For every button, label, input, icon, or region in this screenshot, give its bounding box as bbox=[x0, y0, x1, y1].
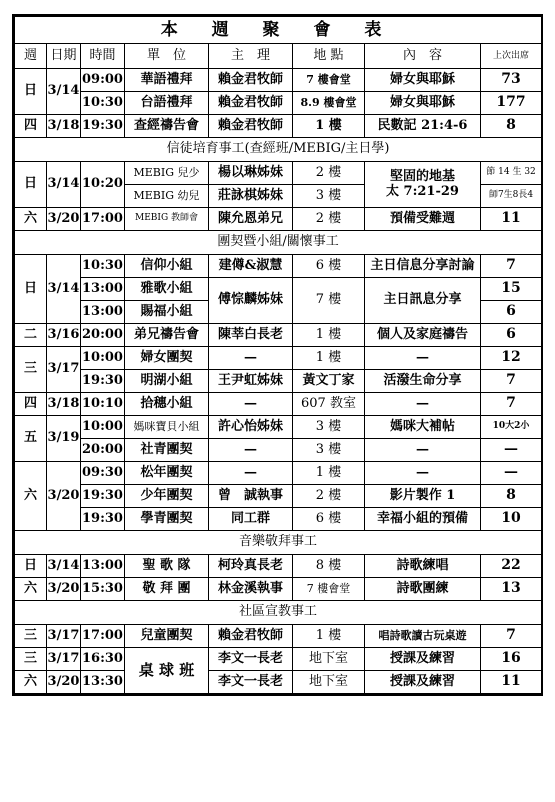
count-cell: 15 bbox=[481, 278, 542, 301]
content-line: 堅固的地基 bbox=[389, 169, 455, 185]
leader-cell: — bbox=[209, 347, 293, 370]
time-cell: 10:20 bbox=[81, 162, 125, 208]
count-cell: 10大2小 bbox=[481, 416, 542, 439]
leader-cell: 建僔&淑慧 bbox=[209, 255, 293, 278]
place-cell: 地下室 bbox=[293, 671, 365, 694]
header-content: 內 容 bbox=[365, 44, 481, 69]
content-cell: — bbox=[365, 347, 481, 370]
place-cell: 1 樓 bbox=[293, 347, 365, 370]
leader-cell: 王尹虹姊妹 bbox=[209, 370, 293, 393]
leader-cell: 賴金君牧師 bbox=[209, 92, 293, 115]
content-cell: 幸福小組的預備 bbox=[365, 508, 481, 531]
content-cell: 媽咪大補帖 bbox=[365, 416, 481, 439]
leader-cell: 楊以琳姊妹 bbox=[209, 162, 293, 185]
header-date: 日期 bbox=[47, 44, 81, 69]
time-cell: 10:30 bbox=[81, 92, 125, 115]
count-cell: 8 bbox=[481, 485, 542, 508]
unit-cell: 桌 球 班 bbox=[125, 648, 209, 694]
count-cell: 節 14 生 32 bbox=[481, 162, 542, 185]
header-leader: 主 理 bbox=[209, 44, 293, 69]
unit-cell: 台語禮拜 bbox=[125, 92, 209, 115]
place-cell: 1 樓 bbox=[293, 115, 365, 138]
content-cell: 主日信息分享討論 bbox=[365, 255, 481, 278]
day-cell: 四 bbox=[15, 115, 47, 138]
time-cell: 13:00 bbox=[81, 278, 125, 301]
time-cell: 19:30 bbox=[81, 485, 125, 508]
place-cell: 黃文丁家 bbox=[293, 370, 365, 393]
time-cell: 19:30 bbox=[81, 370, 125, 393]
day-cell: 日 bbox=[15, 555, 47, 578]
leader-cell: 曾 誠執事 bbox=[209, 485, 293, 508]
count-cell: 22 bbox=[481, 555, 542, 578]
day-cell: 日 bbox=[15, 69, 47, 115]
unit-cell: 婦女團契 bbox=[125, 347, 209, 370]
header-unit: 單 位 bbox=[125, 44, 209, 69]
unit-cell: 敬 拜 團 bbox=[125, 578, 209, 601]
day-cell: 五 bbox=[15, 416, 47, 462]
count-cell: 7 bbox=[481, 370, 542, 393]
time-cell: 19:30 bbox=[81, 508, 125, 531]
time-cell: 17:00 bbox=[81, 625, 125, 648]
content-cell: 活潑生命分享 bbox=[365, 370, 481, 393]
count-cell: 6 bbox=[481, 301, 542, 324]
count-cell: 177 bbox=[481, 92, 542, 115]
time-cell: 13:00 bbox=[81, 555, 125, 578]
place-cell: 8.9 樓會堂 bbox=[293, 92, 365, 115]
unit-cell: 查經禱告會 bbox=[125, 115, 209, 138]
place-cell: 3 樓 bbox=[293, 439, 365, 462]
place-cell: 8 樓 bbox=[293, 555, 365, 578]
content-cell: — bbox=[365, 439, 481, 462]
day-cell: 六 bbox=[15, 671, 47, 694]
leader-cell: 李文一長老 bbox=[209, 671, 293, 694]
day-cell: 二 bbox=[15, 324, 47, 347]
section-title-groups: 團契暨小組/關懷事工 bbox=[15, 231, 542, 255]
count-cell: 6 bbox=[481, 324, 542, 347]
place-cell: 6 樓 bbox=[293, 508, 365, 531]
date-cell: 3/14 bbox=[47, 255, 81, 324]
place-cell: 2 樓 bbox=[293, 485, 365, 508]
count-cell: 師7生8長4 bbox=[481, 185, 542, 208]
section-title-education: 信徒培育事工(查經班/MEBIG/主日學) bbox=[15, 138, 542, 162]
day-cell: 日 bbox=[15, 162, 47, 208]
time-cell: 10:10 bbox=[81, 393, 125, 416]
content-cell: 影片製作 1 bbox=[365, 485, 481, 508]
day-cell: 日 bbox=[15, 255, 47, 324]
leader-cell: 賴金君牧師 bbox=[209, 625, 293, 648]
time-cell: 20:00 bbox=[81, 324, 125, 347]
content-cell: 詩歌團練 bbox=[365, 578, 481, 601]
content-line: 太 7:21-29 bbox=[386, 183, 459, 199]
leader-cell: 陳允恩弟兄 bbox=[209, 208, 293, 231]
time-cell: 13:30 bbox=[81, 671, 125, 694]
unit-cell: 兒童團契 bbox=[125, 625, 209, 648]
count-cell: 11 bbox=[481, 208, 542, 231]
count-cell: 13 bbox=[481, 578, 542, 601]
day-cell: 六 bbox=[15, 578, 47, 601]
section-title-music: 音樂敬拜事工 bbox=[15, 531, 542, 555]
place-cell: 607 教室 bbox=[293, 393, 365, 416]
place-cell: 7 樓 bbox=[293, 278, 365, 324]
time-cell: 09:00 bbox=[81, 69, 125, 92]
unit-cell: 弟兄禱告會 bbox=[125, 324, 209, 347]
place-cell: 1 樓 bbox=[293, 462, 365, 485]
place-cell: 1 樓 bbox=[293, 625, 365, 648]
unit-cell: 社青團契 bbox=[125, 439, 209, 462]
content-cell: 婦女與耶穌 bbox=[365, 69, 481, 92]
content-cell bbox=[365, 162, 481, 208]
date-cell: 3/18 bbox=[47, 393, 81, 416]
count-cell: — bbox=[481, 462, 542, 485]
unit-cell: 聖 歌 隊 bbox=[125, 555, 209, 578]
section-title-outreach: 社區宣教事工 bbox=[15, 601, 542, 625]
time-cell: 09:30 bbox=[81, 462, 125, 485]
date-cell: 3/14 bbox=[47, 555, 81, 578]
place-cell: 7 樓會堂 bbox=[293, 69, 365, 92]
leader-cell: 許心怡姊妹 bbox=[209, 416, 293, 439]
content-cell: — bbox=[365, 393, 481, 416]
unit-cell: 學青團契 bbox=[125, 508, 209, 531]
time-cell: 13:00 bbox=[81, 301, 125, 324]
count-cell: 10 bbox=[481, 508, 542, 531]
time-cell: 17:00 bbox=[81, 208, 125, 231]
header-last-attendance: 上次出席 bbox=[481, 44, 542, 69]
count-cell: 7 bbox=[481, 625, 542, 648]
unit-cell: MEBIG 兒少 bbox=[125, 162, 209, 185]
date-cell: 3/20 bbox=[47, 462, 81, 531]
unit-cell: 松年團契 bbox=[125, 462, 209, 485]
leader-cell: 李文一長老 bbox=[209, 648, 293, 671]
place-cell: 1 樓 bbox=[293, 324, 365, 347]
count-cell: 16 bbox=[481, 648, 542, 671]
place-cell: 6 樓 bbox=[293, 255, 365, 278]
count-cell: 11 bbox=[481, 671, 542, 694]
count-cell: 12 bbox=[481, 347, 542, 370]
page-title: 本 週 聚 會 表 bbox=[15, 17, 542, 44]
date-cell: 3/17 bbox=[47, 347, 81, 393]
leader-cell: 傅悰麟姊妹 bbox=[209, 278, 293, 324]
leader-cell: 賴金君牧師 bbox=[209, 115, 293, 138]
content-cell: 預備受難週 bbox=[365, 208, 481, 231]
content-cell: — bbox=[365, 462, 481, 485]
leader-cell: — bbox=[209, 439, 293, 462]
time-cell: 10:00 bbox=[81, 416, 125, 439]
leader-cell: 柯玲真長老 bbox=[209, 555, 293, 578]
count-cell: 73 bbox=[481, 69, 542, 92]
date-cell: 3/20 bbox=[47, 578, 81, 601]
date-cell: 3/14 bbox=[47, 69, 81, 115]
count-cell: 7 bbox=[481, 393, 542, 416]
content-cell: 個人及家庭禱告 bbox=[365, 324, 481, 347]
time-cell: 20:00 bbox=[81, 439, 125, 462]
unit-cell: 拾穗小組 bbox=[125, 393, 209, 416]
leader-cell: 賴金君牧師 bbox=[209, 69, 293, 92]
count-cell: — bbox=[481, 439, 542, 462]
content-cell: 授課及練習 bbox=[365, 648, 481, 671]
date-cell: 3/20 bbox=[47, 671, 81, 694]
content-cell: 民數記 21:4-6 bbox=[365, 115, 481, 138]
content-cell: 主日訊息分享 bbox=[365, 278, 481, 324]
count-cell: 7 bbox=[481, 255, 542, 278]
header-time: 時間 bbox=[81, 44, 125, 69]
place-cell: 7 樓會堂 bbox=[293, 578, 365, 601]
time-cell: 10:00 bbox=[81, 347, 125, 370]
unit-cell: MEBIG 教師會 bbox=[125, 208, 209, 231]
unit-cell: MEBIG 幼兒 bbox=[125, 185, 209, 208]
day-cell: 三 bbox=[15, 648, 47, 671]
leader-cell: — bbox=[209, 462, 293, 485]
leader-cell: — bbox=[209, 393, 293, 416]
date-cell: 3/16 bbox=[47, 324, 81, 347]
place-cell: 3 樓 bbox=[293, 185, 365, 208]
unit-cell: 信仰小組 bbox=[125, 255, 209, 278]
place-cell: 2 樓 bbox=[293, 208, 365, 231]
unit-cell: 少年團契 bbox=[125, 485, 209, 508]
place-cell: 地下室 bbox=[293, 648, 365, 671]
time-cell: 15:30 bbox=[81, 578, 125, 601]
day-cell: 三 bbox=[15, 625, 47, 648]
date-cell: 3/17 bbox=[47, 648, 81, 671]
date-cell: 3/18 bbox=[47, 115, 81, 138]
header-week: 週 bbox=[15, 44, 47, 69]
place-cell: 3 樓 bbox=[293, 416, 365, 439]
date-cell: 3/17 bbox=[47, 625, 81, 648]
content-cell: 唱詩歌讀古玩桌遊 bbox=[365, 625, 481, 648]
header-place: 地 點 bbox=[293, 44, 365, 69]
date-cell: 3/19 bbox=[47, 416, 81, 462]
day-cell: 四 bbox=[15, 393, 47, 416]
unit-cell: 賜福小組 bbox=[125, 301, 209, 324]
day-cell: 三 bbox=[15, 347, 47, 393]
day-cell: 六 bbox=[15, 462, 47, 531]
content-cell: 婦女與耶穌 bbox=[365, 92, 481, 115]
leader-cell: 陳莘白長老 bbox=[209, 324, 293, 347]
unit-cell: 華語禮拜 bbox=[125, 69, 209, 92]
unit-cell: 媽咪寶貝小組 bbox=[125, 416, 209, 439]
date-cell: 3/20 bbox=[47, 208, 81, 231]
leader-cell: 同工群 bbox=[209, 508, 293, 531]
count-cell: 8 bbox=[481, 115, 542, 138]
time-cell: 10:30 bbox=[81, 255, 125, 278]
date-cell: 3/14 bbox=[47, 162, 81, 208]
leader-cell: 莊詠棋姊妹 bbox=[209, 185, 293, 208]
content-cell: 授課及練習 bbox=[365, 671, 481, 694]
day-cell: 六 bbox=[15, 208, 47, 231]
place-cell: 2 樓 bbox=[293, 162, 365, 185]
content-cell: 詩歌練唱 bbox=[365, 555, 481, 578]
leader-cell: 林金溪執事 bbox=[209, 578, 293, 601]
time-cell: 19:30 bbox=[81, 115, 125, 138]
weekly-meeting-sheet bbox=[12, 14, 543, 696]
time-cell: 16:30 bbox=[81, 648, 125, 671]
unit-cell: 雅歌小組 bbox=[125, 278, 209, 301]
unit-cell: 明湖小組 bbox=[125, 370, 209, 393]
meeting-table bbox=[14, 16, 542, 694]
